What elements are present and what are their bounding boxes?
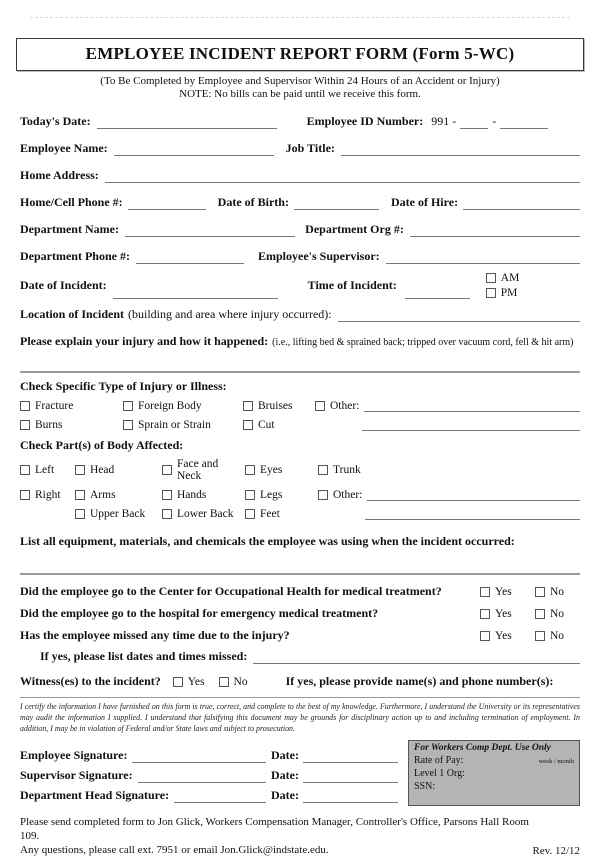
q2-yes-label: Yes [495,607,512,620]
dates-missed-field[interactable] [253,651,580,664]
employee-date-field[interactable] [303,750,398,763]
dept-org-label: Department Org #: [305,222,404,236]
explain-label: Please explain your injury and how it happened: [20,334,269,348]
q2-yes-checkbox[interactable] [480,609,490,619]
lower-back-label: Lower Back [177,507,234,520]
footer-send-instruction: Please send completed form to Jon Glick, Workers Compensation Manager, Controller's Office, Parsons Hall Room 109. [20,816,529,842]
rate-of-pay-label: Rate of Pay: [414,755,464,767]
hands-label: Hands [177,488,207,501]
q1-yes-label: Yes [495,585,512,598]
form-note: NOTE: No bills can be paid until we receive this form. [179,88,421,100]
fracture-checkbox[interactable] [20,401,30,411]
burns-label: Burns [35,418,63,431]
incident-report-form [0,17,600,857]
sprain-checkbox[interactable] [123,420,133,430]
injury-other-field-2[interactable] [362,418,580,431]
employee-id-mid-field[interactable] [460,116,488,129]
q2-no-label: No [550,607,565,620]
employee-date-label: Date: [271,748,299,763]
face-neck-checkbox[interactable] [162,465,172,475]
arms-label: Arms [90,488,116,501]
dates-missed-label: If yes, please list dates and times missed: [40,649,248,663]
explain-writing-line[interactable] [20,371,580,373]
rate-unit-label: week / month [538,758,574,766]
q3-no-checkbox[interactable] [535,631,545,641]
form-subtitle: (To Be Completed by Employee and Supervisor Within 24 Hours of an Accident or Injury) [100,75,500,87]
dept-head-signature-label: Department Head Signature: [20,788,170,803]
level1-org-label: Level 1 Org: [414,768,465,780]
feet-label: Feet [260,507,280,520]
employee-id-last-field[interactable] [500,116,548,129]
right-checkbox[interactable] [20,490,30,500]
q1-yes-checkbox[interactable] [480,587,490,597]
employee-signature-field[interactable] [132,750,266,763]
injury-other-field[interactable] [364,399,580,412]
q3-no-label: No [550,629,565,642]
witness-label: Witness(es) to the incident? [20,674,161,688]
foreign-body-checkbox[interactable] [123,401,133,411]
incident-time-field[interactable] [405,286,470,299]
incident-date-label: Date of Incident: [20,278,107,292]
witness-no-checkbox[interactable] [219,677,229,687]
location-hint: (building and area where injury occurred): [128,307,332,321]
body-parts-header: Check Part(s) of Body Affected: [20,438,184,452]
missed-time-question: Has the employee missed any time due to the injury? [20,628,290,642]
body-other-label: Other: [333,488,363,501]
dept-phone-field[interactable] [136,251,244,264]
supervisor-field[interactable] [386,251,580,264]
home-phone-label: Home/Cell Phone #: [20,195,123,209]
form-title: EMPLOYEE INCIDENT REPORT FORM (Form 5-WC) [85,44,515,63]
upper-back-checkbox[interactable] [75,509,85,519]
equipment-header: List all equipment, materials, and chemicals the employee was using when the incident occurred: [20,534,515,548]
body-other-field-2[interactable] [365,507,580,520]
revision-label: Rev. 12/12 [532,845,580,857]
left-label: Left [35,464,55,476]
upper-back-label: Upper Back [90,507,146,520]
dept-org-field[interactable] [410,224,580,237]
incident-date-field[interactable] [113,286,278,299]
right-label: Right [35,488,61,501]
q2-no-checkbox[interactable] [535,609,545,619]
eyes-label: Eyes [260,464,283,476]
supervisor-signature-label: Supervisor Signature: [20,768,133,783]
employee-id-separator: - [492,114,497,128]
pm-checkbox[interactable] [486,288,496,298]
dept-name-label: Department Name: [20,222,119,236]
cut-label: Cut [258,418,275,431]
supervisor-date-field[interactable] [303,770,398,783]
workers-comp-box-title: For Workers Comp Dept. Use Only [414,743,551,754]
pm-label: PM [500,287,518,299]
home-address-field[interactable] [105,170,580,183]
supervisor-signature-field[interactable] [138,770,266,783]
hospital-question: Did the employee go to the hospital for emergency medical treatment? [20,606,379,620]
certification-statement: I certify the information I have furnished on this form is true, correct, and complete to the best of my knowledge. Furthermore, I understand the University or its representatives may audit the information I supplied. I understand that falsifying this document may be grounds for disciplinary action up to and including termination of employment. In addition, I may be in violation of Federal and/or State laws and subject to prosecution. [20,697,580,734]
injury-other-checkbox[interactable] [315,401,325,411]
q3-yes-checkbox[interactable] [480,631,490,641]
foreign-body-label: Foreign Body [138,399,202,412]
location-label: Location of Incident [20,307,125,321]
dept-head-signature-field[interactable] [174,790,266,803]
sprain-label: Sprain or Strain [138,418,211,431]
witness-yes-label: Yes [187,675,205,688]
todays-date-field[interactable] [97,116,277,129]
explain-hint: (i.e., lifting bed & sprained back; tripped over vacuum cord, fell & hit arm) [272,337,574,348]
employee-id-label: Employee ID Number: [306,114,424,128]
am-checkbox[interactable] [486,273,496,283]
left-checkbox[interactable] [20,465,30,475]
employee-id-prefix: 991 - [431,114,457,128]
body-other-checkbox[interactable] [318,490,328,500]
dob-label: Date of Birth: [217,195,289,209]
home-phone-field[interactable] [128,197,206,210]
cut-checkbox[interactable] [243,420,253,430]
lower-back-checkbox[interactable] [162,509,172,519]
trunk-checkbox[interactable] [318,465,328,475]
dept-name-field[interactable] [125,224,295,237]
injury-other-label: Other: [330,399,360,412]
dob-field[interactable] [294,197,379,210]
bruises-label: Bruises [258,399,293,412]
q1-no-label: No [550,585,565,598]
workers-comp-box [408,740,580,806]
witness-if-yes-label: If yes, please provide name(s) and phone number(s): [285,674,554,688]
todays-date-label: Today's Date: [20,114,91,128]
legs-checkbox[interactable] [245,490,255,500]
hire-date-label: Date of Hire: [390,195,459,209]
face-neck-label: Face and Neck [177,458,219,482]
occupational-health-question: Did the employee go to the Center for Occupational Health for medical treatment? [20,584,442,598]
dept-head-date-label: Date: [271,788,299,803]
dept-head-date-field[interactable] [303,790,398,803]
employee-name-label: Employee Name: [20,141,108,155]
page-top-divider [30,17,570,18]
witness-yes-checkbox[interactable] [173,677,183,687]
am-label: AM [500,272,520,284]
bruises-checkbox[interactable] [243,401,253,411]
eyes-checkbox[interactable] [245,465,255,475]
equipment-writing-line[interactable] [20,573,580,575]
location-field[interactable] [338,309,580,322]
head-label: Head [90,464,115,476]
q3-yes-label: Yes [495,629,512,642]
fracture-label: Fracture [35,399,74,412]
home-address-label: Home Address: [20,168,99,182]
burns-checkbox[interactable] [20,420,30,430]
trunk-label: Trunk [333,464,361,476]
job-title-field[interactable] [341,143,580,156]
supervisor-date-label: Date: [271,768,299,783]
witness-no-label: No [233,675,248,688]
arms-checkbox[interactable] [75,490,85,500]
injury-type-header: Check Specific Type of Injury or Illness: [20,379,227,393]
employee-name-field[interactable] [114,143,274,156]
hire-date-field[interactable] [463,197,580,210]
dept-phone-label: Department Phone #: [20,249,130,263]
body-other-field[interactable] [367,488,580,501]
employee-signature-label: Employee Signature: [20,748,128,763]
form-title-box [16,38,584,71]
incident-time-label: Time of Incident: [307,278,397,292]
job-title-label: Job Title: [285,141,335,155]
ssn-label: SSN: [414,781,436,793]
legs-label: Legs [260,488,283,501]
supervisor-label: Employee's Supervisor: [257,249,380,263]
feet-checkbox[interactable] [245,509,255,519]
head-checkbox[interactable] [75,465,85,475]
footer-contact-instruction: Any questions, please call ext. 7951 or email Jon.Glick@indstate.edu. [20,843,329,856]
hands-checkbox[interactable] [162,490,172,500]
q1-no-checkbox[interactable] [535,587,545,597]
